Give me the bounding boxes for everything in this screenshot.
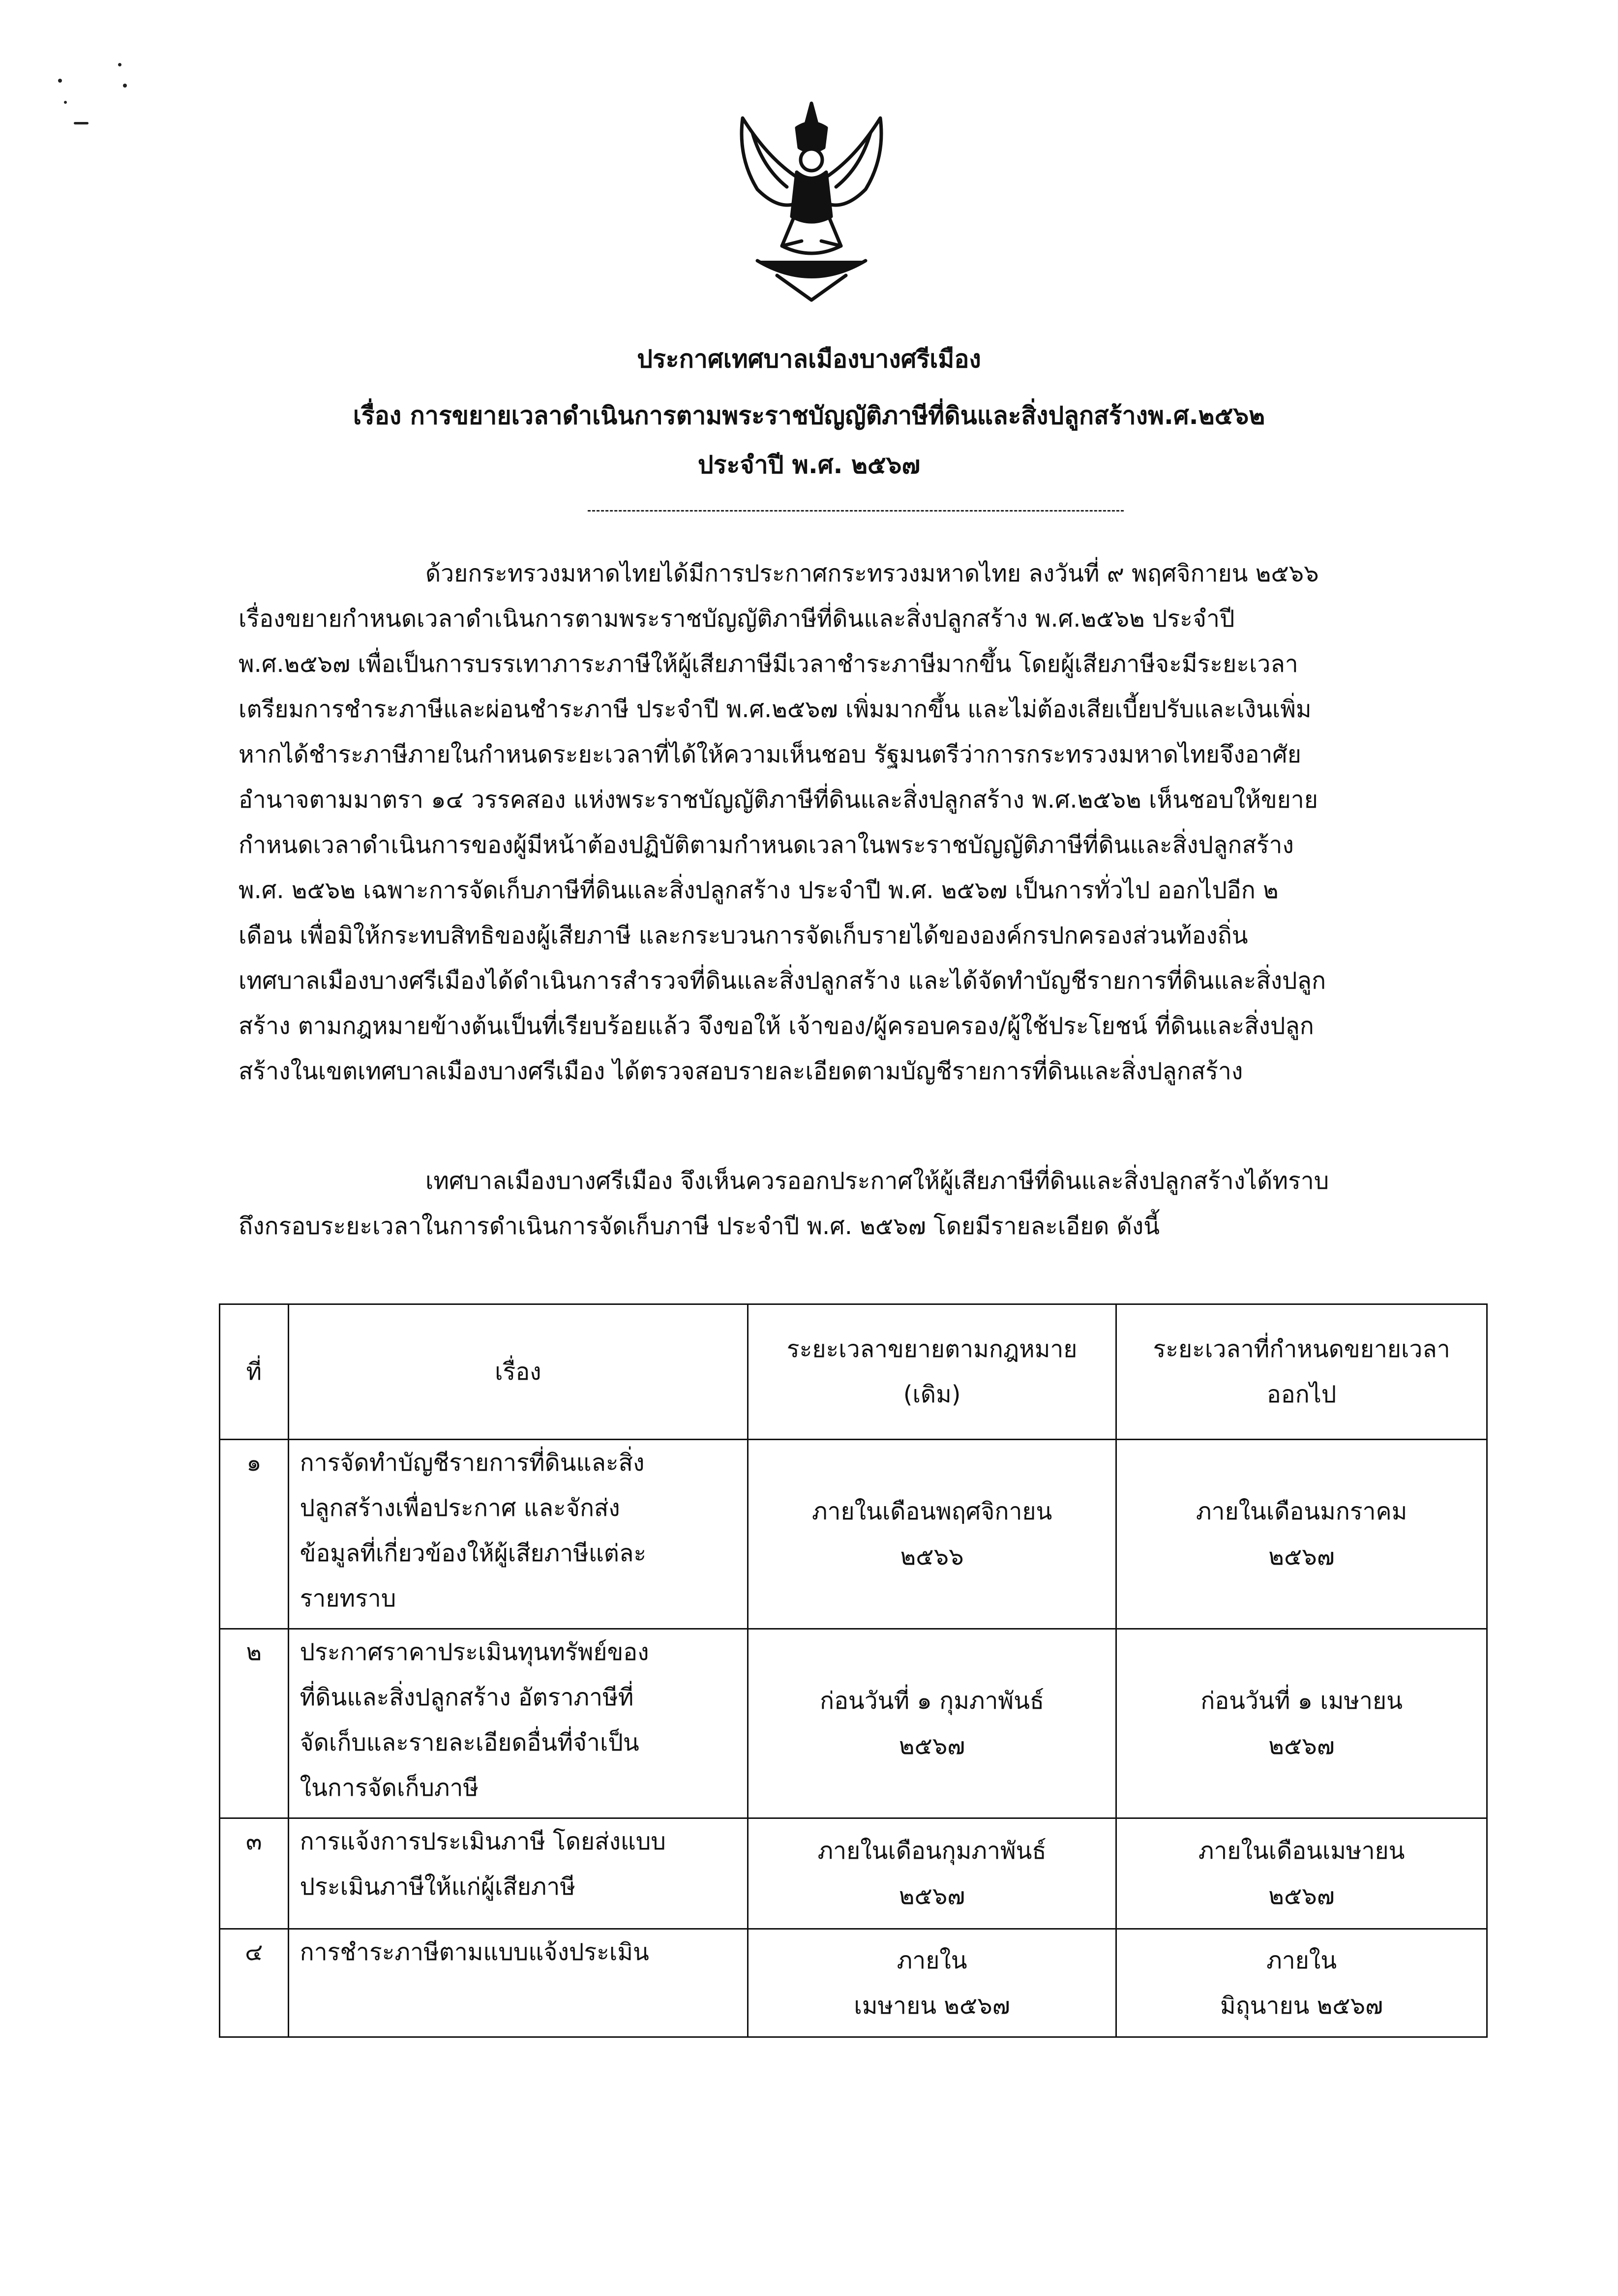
row-subject <box>288 1629 748 1818</box>
header-extended-line: ออกไป <box>1266 1381 1337 1408</box>
announcement-subject: เรื่อง การขยายเวลาดำเนินการตามพระราชบัญญัติภาษีที่ดินและสิ่งปลูกสร้างพ.ศ.๒๕๖๒ <box>353 401 1265 430</box>
header-extended-line: ระยะเวลาที่กำหนดขยายเวลา <box>1153 1335 1450 1363</box>
scan-speck <box>64 101 67 104</box>
period-line: มิถุนายน ๒๕๖๗ <box>1220 1992 1383 2020</box>
period-line: ก่อนวันที่ ๑ กุมภาพันธ์ <box>820 1687 1045 1715</box>
scan-speck <box>58 79 62 83</box>
scan-speck <box>74 122 89 124</box>
row-legal-period <box>748 1818 1116 1929</box>
paragraph-line: เทศบาลเมืองบางศรีเมือง จึงเห็นควรออกประกาศให้ผู้เสียภาษีที่ดินและสิ่งปลูกสร้างได้ทราบ <box>425 1167 1329 1195</box>
paragraph-line: ถึงกรอบระยะเวลาในการดำเนินการจัดเก็บภาษี ประจำปี พ.ศ. ๒๕๖๗ โดยมีรายละเอียด ดังนี้ <box>239 1212 1160 1240</box>
subject-line: ในการจัดเก็บภาษี <box>300 1774 479 1802</box>
row-extended-period <box>1116 1818 1487 1929</box>
header-legal-line: ระยะเวลาขยายตามกฎหมาย <box>786 1335 1078 1363</box>
paragraph-line: เทศบาลเมืองบางศรีเมืองได้ดำเนินการสำรวจที่ดินและสิ่งปลูกสร้าง และได้จัดทำบัญชีรายการที่ดินและสิ่งปลูก <box>239 967 1326 995</box>
header-subject: เรื่อง <box>288 1304 748 1440</box>
row-subject <box>288 1929 748 2037</box>
header-extended-period <box>1116 1304 1487 1440</box>
row-legal-period <box>748 1440 1116 1629</box>
row-number: ๒ <box>220 1629 289 1818</box>
subject-line: ข้อมูลที่เกี่ยวข้องให้ผู้เสียภาษีแต่ละ <box>300 1540 647 1567</box>
row-extended-period <box>1116 1929 1487 2037</box>
body-paragraph-1 <box>239 551 1490 1094</box>
subject-line: ประเมินภาษีให้แก่ผู้เสียภาษี <box>300 1873 576 1901</box>
table-header-row <box>220 1304 1487 1440</box>
header-divider <box>588 510 1124 512</box>
subject-line: ปลูกสร้างเพื่อประกาศ และจักส่ง <box>300 1494 620 1522</box>
paragraph-line: เดือน เพื่อมิให้กระทบสิทธิของผู้เสียภาษี และกระบวนการจัดเก็บรายได้ขององค์กรปกครองส่วนท้องถิ่น <box>239 922 1248 949</box>
scan-speck <box>118 63 121 66</box>
row-extended-period <box>1116 1440 1487 1629</box>
period-line: ภายใน <box>1266 1946 1337 1974</box>
subject-line: การจัดทำบัญชีรายการที่ดินและสิ่ง <box>300 1449 645 1477</box>
subject-line: รายทราบ <box>300 1585 396 1612</box>
row-number: ๔ <box>220 1929 289 2037</box>
header-legal-period <box>748 1304 1116 1440</box>
period-line: ภายใน <box>897 1946 967 1974</box>
subject-line: การแจ้งการประเมินภาษี โดยส่งแบบ <box>300 1828 666 1855</box>
table-row <box>220 1818 1487 1929</box>
scan-speck <box>123 84 127 88</box>
paragraph-line: สร้าง ตามกฎหมายข้างต้นเป็นที่เรียบร้อยแล้ว จึงขอให้ เจ้าของ/ผู้ครอบครอง/ผู้ใช้ประโยชน์ ที่ดินและสิ่งปลูก <box>239 1012 1314 1040</box>
paragraph-line: ด้วยกระทรวงมหาดไทยได้มีการประกาศกระทรวงมหาดไทย ลงวันที่ ๙ พฤศจิกายน ๒๕๖๖ <box>425 560 1319 587</box>
paragraph-line: กำหนดเวลาดำเนินการของผู้มีหน้าต้องปฏิบัติตามกำหนดเวลาในพระราชบัญญัติภาษีที่ดินและสิ่งปลูกสร้าง <box>239 831 1294 859</box>
period-line: ๒๕๖๗ <box>1268 1732 1335 1760</box>
paragraph-line: อำนาจตามมาตรา ๑๔ วรรคสอง แห่งพระราชบัญญัติภาษีที่ดินและสิ่งปลูกสร้าง พ.ศ.๒๕๖๒ เห็นชอบให้ขยาย <box>239 786 1318 814</box>
subject-line: จัดเก็บและรายละเอียดอื่นที่จำเป็น <box>300 1729 639 1756</box>
paragraph-line: พ.ศ. ๒๕๖๒ เฉพาะการจัดเก็บภาษีที่ดินและสิ่งปลูกสร้าง ประจำปี พ.ศ. ๒๕๖๗ เป็นการทั่วไป ออกไปอีก ๒ <box>239 876 1279 904</box>
period-line: ก่อนวันที่ ๑ เมษายน <box>1200 1687 1403 1715</box>
period-line: ภายในเดือนเมษายน <box>1198 1837 1405 1865</box>
schedule-table <box>219 1303 1488 2038</box>
table-row <box>220 1629 1487 1818</box>
table-row <box>220 1440 1487 1629</box>
paragraph-line: สร้างในเขตเทศบาลเมืองบางศรีเมือง ได้ตรวจสอบรายละเอียดตามบัญชีรายการที่ดินและสิ่งปลูกสร้าง <box>239 1057 1243 1085</box>
announcement-year: ประจำปี พ.ศ. ๒๕๖๗ <box>697 451 921 479</box>
paragraph-line: เตรียมการชำระภาษีและผ่อนชำระภาษี ประจำปี พ.ศ.๒๕๖๗ เพิ่มมากขึ้น และไม่ต้องเสียเบี้ยปรับและเงินเพิ่ม <box>239 695 1312 723</box>
period-line: ๒๕๖๗ <box>1268 1882 1335 1910</box>
subject-line: ที่ดินและสิ่งปลูกสร้าง อัตราภาษีที่ <box>300 1684 634 1711</box>
period-line: ๒๕๖๗ <box>1268 1543 1335 1571</box>
row-number: ๑ <box>220 1440 289 1629</box>
row-number: ๓ <box>220 1818 289 1929</box>
row-legal-period <box>748 1629 1116 1818</box>
period-line: เมษายน ๒๕๖๗ <box>854 1992 1010 2020</box>
paragraph-line: หากได้ชำระภาษีภายในกำหนดระยะเวลาที่ได้ให้ความเห็นชอบ รัฐมนตรีว่าการกระทรวงมหาดไทยจึงอาศัย <box>239 741 1301 768</box>
garuda-emblem-icon <box>723 98 900 305</box>
row-subject <box>288 1440 748 1629</box>
announcement-title: ประกาศเทศบาลเมืองบางศรีเมือง <box>637 345 981 373</box>
row-extended-period <box>1116 1629 1487 1818</box>
paragraph-line: เรื่องขยายกำหนดเวลาดำเนินการตามพระราชบัญญัติภาษีที่ดินและสิ่งปลูกสร้าง พ.ศ.๒๕๖๒ ประจำปี <box>239 605 1235 633</box>
period-line: ๒๕๖๗ <box>899 1732 965 1760</box>
period-line: ๒๕๖๗ <box>899 1882 965 1910</box>
header-no: ที่ <box>220 1304 289 1440</box>
header-legal-line: (เดิม) <box>903 1381 961 1408</box>
period-line: ภายในเดือนกุมภาพันธ์ <box>817 1837 1047 1865</box>
period-line: ๒๕๖๖ <box>900 1543 964 1571</box>
row-subject <box>288 1818 748 1929</box>
table-row <box>220 1929 1487 2037</box>
period-line: ภายในเดือนพฤศจิกายน <box>811 1498 1052 1525</box>
paragraph-line: พ.ศ.๒๕๖๗ เพื่อเป็นการบรรเทาภาระภาษีให้ผู้เสียภาษีมีเวลาชำระภาษีมากขึ้น โดยผู้เสียภาษีจะมีระยะเวลา <box>239 650 1298 678</box>
period-line: ภายในเดือนมกราคม <box>1196 1498 1408 1525</box>
row-legal-period <box>748 1929 1116 2037</box>
body-paragraph-2 <box>239 1158 1490 1249</box>
subject-line: ประกาศราคาประเมินทุนทรัพย์ของ <box>300 1638 649 1666</box>
subject-line: การชำระภาษีตามแบบแจ้งประเมิน <box>300 1938 649 1966</box>
